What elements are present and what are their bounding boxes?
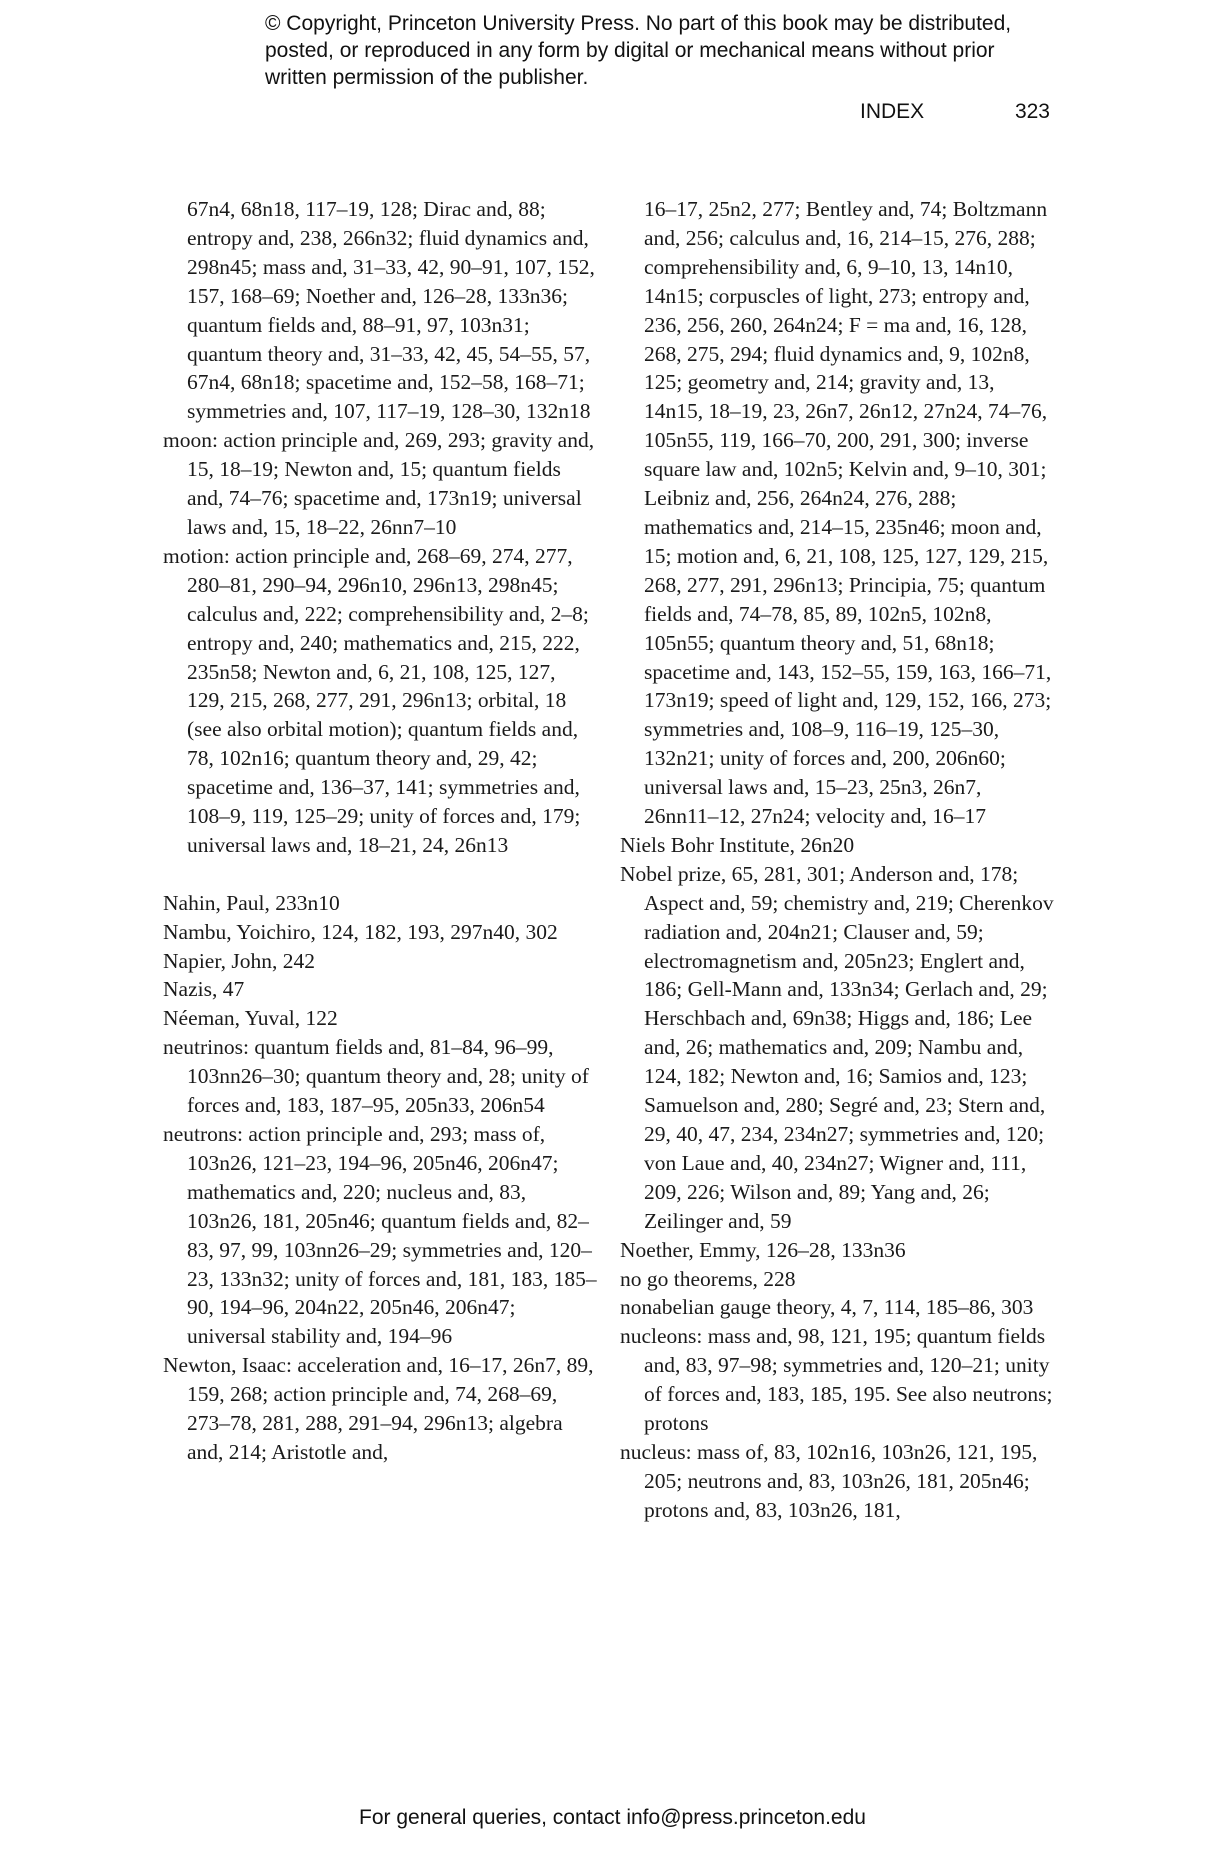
index-entry: Niels Bohr Institute, 26n20 [620, 832, 855, 857]
index-column-left [163, 195, 598, 1467]
index-entry: 16–17, 25n2, 277; Bentley and, 74; Boltzmann and, 256; calculus and, 16, 214–15, 276, 288; comprehensibility and, 6, 9–10, 13, 14n10, 14n15; corpuscles of light, 273; entropy and, 236, 256, 260, 264n24; F = ma and, 16, 128, 268, 275, 294; fluid dynamics and, 9, 102n8, 125; geometry and, 214; gravity and, 13, 14n15, 18–19, 23, 26n7, 26n12, 27n24, 74–76, 105n55, 119, 166–70, 200, 291, 300; inverse square law and, 102n5; Kelvin and, 9–10, 301; Leibniz and, 256, 264n24, 276, 288; mathematics and, 214–15, 235n46; moon and, 15; motion and, 6, 21, 108, 125, 127, 129, 215, 268, 277, 291, 296n13; Principia, 75; quantum fields and, 74–78, 85, 89, 102n5, 102n8, 105n55; quantum theory and, 51, 68n18; spacetime and, 143, 152–55, 159, 163, 166–71, 173n19; speed of light and, 129, 152, 166, 273; symmetries and, 108–9, 116–19, 125–30, 132n21; unity of forces and, 200, 206n60; universal laws and, 15–23, 25n3, 26n7, 26nn11–12, 27n24; velocity and, 16–17 [644, 197, 1052, 829]
index-entry: neutrons: action principle and, 293; mass of, 103n26, 121–23, 194–96, 205n46, 206n47; mathematics and, 220; nucleus and, 83, 103n26, 181, 205n46; quantum fields and, 82–83, 97, 99, 103nn26–29; symmetries and, 120–23, 133n32; unity of forces and, 181, 183, 185–90, 194–96, 204n22, 205n46, 206n47; universal stability and, 194–96 [163, 1121, 597, 1349]
index-entry: nucleons: mass and, 98, 121, 195; quantum fields and, 83, 97–98; symmetries and, 120–21; unity of forces and, 183, 185, 195. See also neutrons; protons [620, 1324, 1053, 1436]
running-head-title: INDEX [860, 100, 925, 123]
index-entry: Nambu, Yoichiro, 124, 182, 193, 297n40, 302 [163, 919, 558, 944]
copyright-notice: © Copyright, Princeton University Press. No part of this book may be distributed, posted, or reproduced in any form by digital or mechanical means without prior written permission of the publisher. [265, 12, 1012, 89]
running-head [860, 100, 1050, 124]
index-entry: Néeman, Yuval, 122 [163, 1006, 338, 1031]
index-entry: Nahin, Paul, 233n10 [163, 890, 340, 915]
footer-contact: For general queries, contact info@press.princeton.edu [359, 1806, 866, 1829]
index-entry: Napier, John, 242 [163, 948, 316, 973]
index-entry: Nobel prize, 65, 281, 301; Anderson and, 178; Aspect and, 59; chemistry and, 219; Cherenkov radiation and, 204n21; Clauser and, 59; electromagnetism and, 205n23; Englert and, 186; Gell-Mann and, 133n34; Gerlach and, 29; Herschbach and, 69n38; Higgs and, 186; Lee and, 26; mathematics and, 209; Nambu and, 124, 182; Newton and, 16; Samios and, 123; Samuelson and, 280; Segré and, 23; Stern and, 29, 40, 47, 234, 234n27; symmetries and, 120; von Laue and, 40, 234n27; Wigner and, 111, 209, 226; Wilson and, 89; Yang and, 26; Zeilinger and, 59 [620, 861, 1054, 1233]
page-number: 323 [1014, 100, 1050, 123]
index-entry: moon: action principle and, 269, 293; gravity and, 15, 18–19; Newton and, 15; quantum fields and, 74–76; spacetime and, 173n19; universal laws and, 15, 18–22, 26nn7–10 [163, 428, 595, 539]
index-entry: no go theorems, 228 [620, 1266, 796, 1291]
index-entry: nucleus: mass of, 83, 102n16, 103n26, 121, 195, 205; neutrons and, 83, 103n26, 181, 205n46; protons and, 83, 103n26, 181, [620, 1439, 1038, 1522]
index-entry: neutrinos: quantum fields and, 81–84, 96–99, 103nn26–30; quantum theory and, 28; unity of forces and, 183, 187–95, 205n33, 206n54 [163, 1035, 589, 1118]
index-entry: 67n4, 68n18, 117–19, 128; Dirac and, 88; entropy and, 238, 266n32; fluid dynamics and, 298n45; mass and, 31–33, 42, 90–91, 107, 152, 157, 168–69; Noether and, 126–28, 133n36; quantum fields and, 88–91, 97, 103n31; quantum theory and, 31–33, 42, 45, 54–55, 57, 67n4, 68n18; spacetime and, 152–58, 168–71; symmetries and, 107, 117–19, 128–30, 132n18 [187, 197, 595, 424]
index-entry: Nazis, 47 [163, 977, 245, 1002]
letter-group-gap [163, 860, 598, 889]
index-column-right [620, 195, 1055, 1525]
index-entry: Noether, Emmy, 126–28, 133n36 [620, 1237, 906, 1262]
index-entry: Newton, Isaac: acceleration and, 16–17, 26n7, 89, 159, 268; action principle and, 74, 268–69, 273–78, 281, 288, 291–94, 296n13; algebra and, 214; Aristotle and, [163, 1353, 594, 1464]
index-entry: nonabelian gauge theory, 4, 7, 114, 185–86, 303 [620, 1295, 1034, 1320]
index-entry: motion: action principle and, 268–69, 274, 277, 280–81, 290–94, 296n10, 296n13, 298n45; calculus and, 222; comprehensibility and, 2–8; entropy and, 240; mathematics and, 215, 222, 235n58; Newton and, 6, 21, 108, 125, 127, 129, 215, 268, 277, 291, 296n13; orbital, 18 (see also orbital motion); quantum fields and, 78, 102n16; quantum theory and, 29, 42; spacetime and, 136–37, 141; symmetries and, 108–9, 119, 125–29; unity of forces and, 179; universal laws and, 18–21, 24, 26n13 [163, 543, 589, 857]
